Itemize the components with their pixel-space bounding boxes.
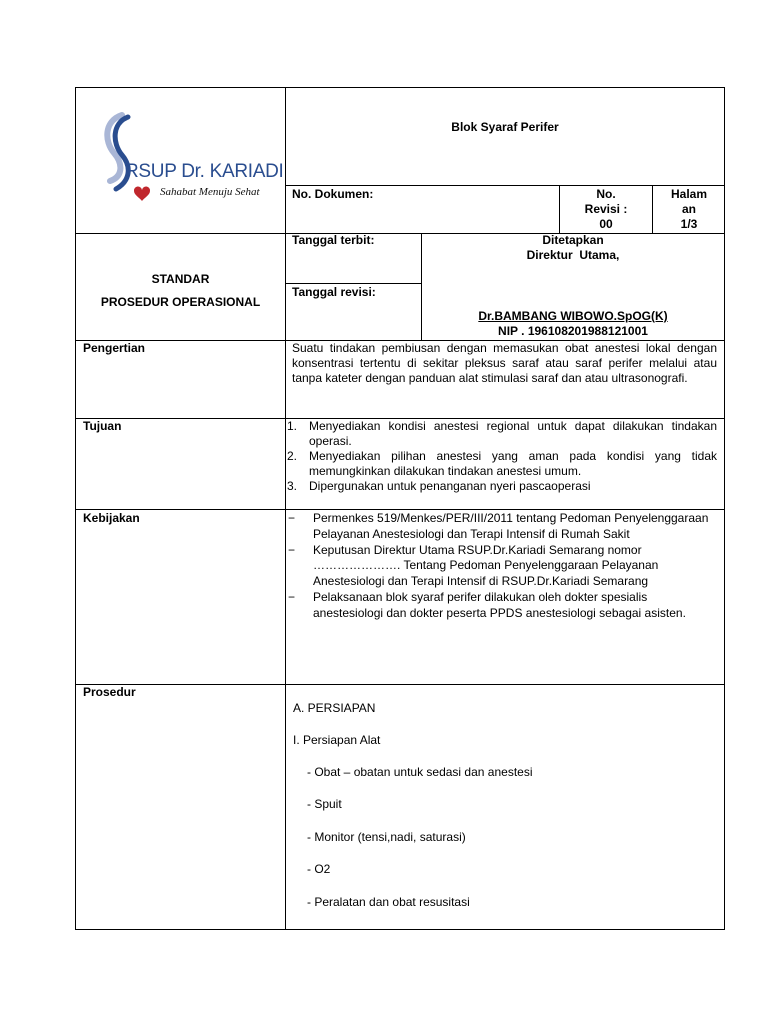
- sop-title-cell: [76, 268, 285, 314]
- table-border: [559, 185, 560, 233]
- table-border: [285, 185, 725, 186]
- list-item: 1. Menyediakan kondisi anestesi regional untuk dapat dilakukan tindakan operasi.: [287, 419, 717, 448]
- revision-cell: [561, 187, 651, 232]
- revision-label: No. Revisi :: [584, 187, 628, 216]
- document-number-label: No. Dokumen:: [292, 187, 374, 201]
- document-title: Blok Syaraf Perifer: [451, 120, 559, 134]
- approver-name: Dr.BAMBANG WIBOWO.SpOG(K): [478, 309, 668, 323]
- page-value: 1/3: [680, 217, 698, 231]
- table-border: [75, 509, 725, 510]
- prosedur-content: [286, 685, 724, 929]
- pengertian-label: Pengertian: [83, 341, 146, 355]
- approver-signature: [422, 309, 724, 339]
- logo-hospital-name: RSUP Dr. KARIADI: [125, 161, 284, 182]
- list-item: - Spuit: [307, 797, 342, 811]
- list-item: 2. Menyediakan pilihan anestesi yang aman pada kondisi yang tidak memungkinkan dilakukan tindakan anestesi umum.: [287, 449, 717, 478]
- pengertian-text: Suatu tindakan pembiusan dengan memasukan obat anestesi lokal dengan konsentrasi tertentu di sekitar pleksus saraf atau saraf perifer melalui atau tanpa kateter dengan panduan alat stimulasi saraf dan atau ultrasonografi.: [292, 341, 717, 385]
- sop-document: [75, 87, 725, 930]
- prosedur-label: Prosedur: [83, 685, 136, 699]
- approver-nip: NIP . 196108201988121001: [498, 324, 648, 338]
- list-item: 3. Dipergunakan untuk penanganan nyeri pascaoperasi: [287, 479, 591, 493]
- tujuan-list: [286, 419, 717, 494]
- approver-title: Direktur Utama,: [526, 248, 620, 262]
- logo-tagline: Sahabat Menuju Sehat: [160, 186, 260, 198]
- kebijakan-list: [286, 511, 718, 622]
- list-item: - O2: [307, 862, 331, 876]
- prosedur-subheading: I. Persiapan Alat: [293, 733, 381, 747]
- table-border: [75, 929, 725, 930]
- list-item: - Monitor (tensi,nadi, saturasi): [307, 830, 466, 844]
- list-item: − Permenkes 519/Menkes/PER/III/2011 tentang Pedoman Penyelenggaraan Pelayanan Anestesiologi dan Terapi Intensif di Rumah Sakit: [288, 511, 709, 541]
- prosedur-heading: A. PERSIAPAN: [293, 701, 376, 715]
- page-label: Halaman: [670, 187, 708, 216]
- approval-cell: [422, 233, 724, 263]
- tujuan-label: Tujuan: [83, 419, 122, 433]
- table-border: [285, 283, 422, 284]
- table-border: [75, 87, 725, 88]
- list-item: − Pelaksanaan blok syaraf perifer dilakukan oleh dokter spesialis anestesiologi dan dokter peserta PPDS anestesiologi sebagai asisten.: [288, 589, 686, 620]
- table-border: [652, 185, 653, 233]
- issued-date-label: Tanggal terbit:: [292, 233, 375, 247]
- list-item: − Keputusan Direktur Utama RSUP.Dr.Kariadi Semarang nomor …………………. Tentang Pedoman Penyelenggaraan Pelayanan Anestesiologi dan Terapi Intensif di RSUP.Dr.Kariadi Semarang: [288, 542, 659, 589]
- sop-procedure-label: PROSEDUR OPERASIONAL: [100, 295, 261, 309]
- list-item: - Peralatan dan obat resusitasi: [307, 895, 470, 909]
- sop-standard-label: STANDAR: [151, 272, 210, 286]
- hospital-logo: [92, 111, 284, 206]
- kebijakan-label: Kebijakan: [83, 511, 140, 525]
- list-item: - Obat – obatan untuk sedasi dan anestesi: [307, 765, 533, 779]
- revised-date-label: Tanggal revisi:: [292, 285, 376, 299]
- revision-value: 00: [599, 217, 613, 231]
- page-cell: [654, 187, 724, 232]
- approved-label: Ditetapkan: [542, 233, 604, 247]
- heart-icon: [134, 186, 150, 201]
